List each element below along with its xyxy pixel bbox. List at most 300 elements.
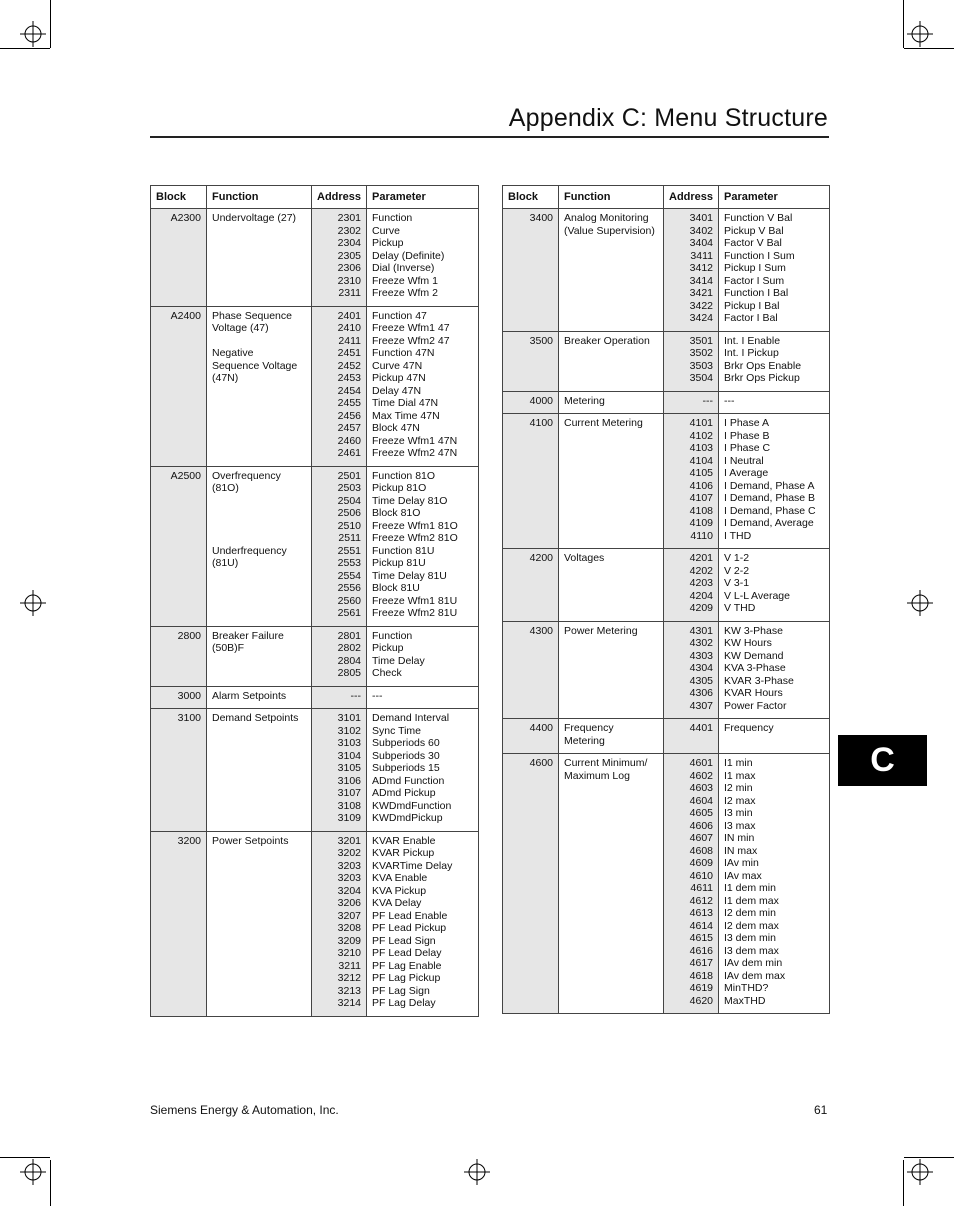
parameter-name: ADmd Function — [372, 774, 445, 787]
function-cell — [559, 391, 664, 414]
address-value: 4620 — [689, 994, 713, 1007]
parameter-name: I Average — [724, 467, 769, 479]
address-value: 4106 — [689, 479, 713, 492]
footer-company: Siemens Energy & Automation, Inc. — [150, 1103, 339, 1117]
function-text: Current Minimum/ — [564, 757, 648, 769]
address-value: 3402 — [689, 224, 713, 237]
block-cell — [503, 719, 559, 754]
address-value: 3108 — [337, 799, 361, 812]
address-value: 3411 — [690, 249, 713, 262]
address-value: 2805 — [337, 667, 361, 679]
address-value: 4603 — [689, 782, 713, 794]
appendix-tab: C — [838, 735, 927, 786]
address-value: 4201 — [689, 552, 713, 564]
address-value: 2561 — [337, 607, 361, 619]
function-text: Phase Sequence — [212, 309, 292, 322]
parameter-cell — [719, 719, 830, 754]
parameter-name: IAv max — [724, 869, 762, 882]
address-value: 3422 — [689, 299, 713, 312]
table-row — [503, 621, 830, 719]
parameter-name: Power Factor — [724, 699, 787, 712]
parameter-name: Time Delay 81U — [372, 569, 447, 582]
parameter-name: I3 min — [724, 807, 753, 819]
block-number: A2400 — [170, 309, 201, 322]
address-cell — [312, 686, 367, 709]
address-value: 3207 — [337, 909, 361, 922]
function-text: Maximum Log — [564, 769, 630, 782]
parameter-name: Freeze Wfm2 81U — [372, 607, 458, 619]
address-cell — [664, 549, 719, 622]
function-text: (47N) — [212, 372, 239, 384]
parameter-name: Function 81U — [372, 544, 435, 557]
parameter-name: I Demand, Phase C — [724, 504, 816, 517]
function-text: Frequency — [564, 722, 614, 734]
address-value: 4615 — [689, 932, 713, 944]
address-value: 3204 — [337, 884, 361, 897]
function-text: Voltages — [564, 552, 605, 564]
address-cell — [312, 709, 367, 832]
address-cell — [664, 209, 719, 332]
address-value: 2551 — [337, 544, 361, 557]
parameter-name: PF Lead Delay — [372, 947, 442, 959]
parameter-name: PF Lead Sign — [372, 934, 436, 947]
address-value: 4203 — [689, 577, 713, 589]
parameter-name: Check — [372, 667, 402, 679]
function-cell — [207, 709, 312, 832]
address-value: 3424 — [689, 312, 713, 324]
address-value: 3401 — [689, 212, 713, 224]
address-value: 2410 — [337, 322, 361, 334]
block-cell — [503, 331, 559, 391]
parameter-name: Function 47 — [372, 309, 427, 322]
parameter-name: Curve 47N — [372, 359, 423, 372]
parameter-name: I Demand, Phase B — [724, 492, 816, 504]
function-cell — [207, 686, 312, 709]
function-text: Metering — [564, 734, 605, 747]
address-cell — [664, 754, 719, 1014]
address-cell — [664, 391, 719, 414]
address-value: 3214 — [337, 997, 361, 1009]
parameter-name: Function V Bal — [724, 212, 793, 224]
address-value: 2501 — [337, 469, 361, 482]
address-value: 4209 — [689, 602, 713, 614]
column-header-function: Function — [559, 186, 664, 209]
block-cell — [151, 466, 207, 626]
parameter-name: MinTHD? — [724, 982, 769, 994]
address-value: 4609 — [689, 857, 713, 869]
address-value: 4306 — [689, 687, 713, 699]
parameter-cell — [367, 686, 479, 709]
parameter-name: Frequency — [724, 722, 774, 734]
function-text: (81O) — [212, 482, 239, 494]
parameter-name: Block 81O — [372, 507, 421, 519]
parameter-name: Pickup V Bal — [724, 224, 784, 237]
column-header-block: Block — [503, 186, 559, 209]
address-value: 3502 — [689, 347, 713, 359]
address-value: 2460 — [337, 434, 361, 447]
address-value: 4109 — [689, 517, 713, 529]
parameter-name: Function I Bal — [724, 287, 789, 299]
address-value: 2304 — [337, 237, 361, 249]
address-value: 2411 — [338, 334, 361, 347]
parameter-name: I1 dem min — [724, 882, 776, 894]
function-cell — [207, 626, 312, 686]
function-text: Sequence Voltage — [212, 359, 298, 372]
parameter-name: KVARTime Delay — [372, 859, 453, 872]
address-value: 4618 — [689, 969, 713, 982]
address-value: 2455 — [337, 397, 361, 409]
function-text: (50B)F — [212, 642, 245, 654]
parameter-name: I3 dem min — [724, 932, 776, 944]
block-cell — [503, 414, 559, 549]
parameter-name: PF Lead Pickup — [372, 922, 447, 934]
parameter-cell — [367, 466, 479, 626]
function-text: (Value Supervision) — [564, 224, 655, 237]
address-value: 2301 — [337, 212, 361, 224]
parameter-cell — [719, 391, 830, 414]
parameter-name: Freeze Wfm1 81U — [372, 594, 458, 607]
address-value: 3201 — [337, 834, 361, 847]
address-value: 3109 — [337, 812, 361, 824]
parameter-name: KVA Delay — [372, 897, 422, 909]
function-text: Overfrequency — [212, 469, 281, 482]
parameter-name: I2 dem min — [724, 907, 776, 919]
parameter-name: PF Lead Enable — [372, 909, 448, 922]
address-value: 3412 — [689, 262, 713, 274]
parameter-name: Function 81O — [372, 469, 436, 482]
function-cell — [559, 331, 664, 391]
parameter-name: KVAR Enable — [372, 834, 436, 847]
address-value: 4107 — [689, 492, 713, 504]
parameter-name: I3 max — [724, 819, 756, 832]
table-row — [503, 331, 830, 391]
parameter-name: --- — [372, 689, 383, 702]
column-header-function: Function — [207, 186, 312, 209]
address-value: 2302 — [337, 224, 361, 237]
parameter-name: I Demand, Average — [724, 517, 814, 529]
address-value: 4604 — [689, 794, 713, 807]
crop-mark — [50, 0, 51, 48]
address-value: 2510 — [337, 519, 361, 532]
parameter-name: I Phase A — [724, 417, 769, 429]
address-value: 3202 — [337, 847, 361, 859]
block-cell — [503, 391, 559, 414]
parameter-name: Subperiods 15 — [372, 762, 440, 774]
address-value: 2804 — [337, 654, 361, 667]
parameter-name: MaxTHD — [724, 994, 766, 1007]
parameter-name: Pickup 47N — [372, 372, 426, 384]
address-value: 4101 — [689, 417, 713, 429]
parameter-name: PF Lag Enable — [372, 959, 442, 972]
parameter-cell — [719, 754, 830, 1014]
parameter-name: V 1-2 — [724, 552, 750, 564]
parameter-name: IAv min — [724, 857, 759, 869]
address-value: 2456 — [337, 409, 361, 422]
crop-mark — [904, 48, 954, 49]
address-value: 4619 — [689, 982, 713, 994]
address-value: 3103 — [337, 737, 361, 749]
address-value: 2452 — [337, 359, 361, 372]
parameter-name: Freeze Wfm1 47N — [372, 434, 458, 447]
address-cell — [312, 306, 367, 466]
address-value: 2461 — [337, 447, 361, 459]
block-cell — [151, 831, 207, 1016]
title-rule — [150, 136, 829, 138]
crop-mark — [903, 0, 904, 48]
parameter-name: I2 min — [724, 782, 753, 794]
address-value: 3504 — [689, 372, 713, 384]
parameter-name: I3 dem max — [724, 944, 779, 957]
block-number: 4000 — [529, 394, 553, 407]
parameter-name: Curve — [372, 224, 401, 237]
parameter-name: Delay (Definite) — [372, 249, 445, 262]
registration-mark-icon — [464, 1159, 490, 1185]
block-number: 4600 — [529, 757, 553, 769]
address-cell — [312, 209, 367, 307]
function-cell — [559, 209, 664, 332]
address-value: 4610 — [689, 869, 713, 882]
function-text: Analog Monitoring — [564, 212, 649, 224]
parameter-name: I1 dem max — [724, 894, 779, 907]
address-value: 2560 — [337, 594, 361, 607]
function-text — [212, 532, 306, 545]
function-text — [212, 495, 306, 508]
parameter-name: Function — [372, 212, 413, 224]
parameter-name: Demand Interval — [372, 712, 450, 724]
column-header-parameter: Parameter — [719, 186, 830, 209]
parameter-name: --- — [724, 394, 735, 407]
block-number: 3500 — [529, 334, 553, 347]
function-text: Power Metering — [564, 624, 638, 637]
block-number: 4200 — [529, 552, 553, 564]
parameter-name: Function I Sum — [724, 249, 795, 262]
address-value: 4301 — [689, 624, 713, 637]
address-value: 3211 — [338, 959, 361, 972]
function-cell — [559, 754, 664, 1014]
parameter-name: KVA Pickup — [372, 884, 427, 897]
function-cell — [207, 209, 312, 307]
parameter-name: IAv dem min — [724, 957, 783, 969]
parameter-name: I THD — [724, 529, 752, 542]
function-text: Current Metering — [564, 417, 643, 429]
parameter-name: Brkr Ops Enable — [724, 359, 802, 372]
parameter-name: Pickup 81U — [372, 557, 426, 569]
parameter-name: ADmd Pickup — [372, 787, 436, 799]
parameter-cell — [719, 549, 830, 622]
block-cell — [151, 209, 207, 307]
address-value: 4617 — [689, 957, 713, 969]
table-row — [151, 709, 479, 832]
parameter-cell — [719, 331, 830, 391]
address-value: 4304 — [689, 662, 713, 674]
block-number: 3200 — [177, 834, 201, 847]
crop-mark — [0, 48, 50, 49]
parameter-name: I2 max — [724, 794, 756, 807]
table-row — [151, 306, 479, 466]
parameter-name: Pickup I Bal — [724, 299, 780, 312]
table-row — [503, 549, 830, 622]
address-value: 4608 — [689, 844, 713, 857]
table-row — [151, 831, 479, 1016]
function-text: Breaker Operation — [564, 334, 650, 347]
address-value: 3503 — [689, 359, 713, 372]
function-text: Metering — [564, 394, 605, 407]
address-value: 2311 — [338, 287, 361, 299]
column-header-address: Address — [664, 186, 719, 209]
parameter-name: I Demand, Phase A — [724, 479, 815, 492]
address-value: 4110 — [690, 529, 713, 542]
address-value: 3209 — [337, 934, 361, 947]
parameter-name: Delay 47N — [372, 384, 422, 397]
address-value: 4601 — [689, 757, 713, 769]
registration-mark-icon — [20, 1159, 46, 1185]
table-row — [151, 209, 479, 307]
table-row — [503, 414, 830, 549]
function-text — [212, 507, 306, 520]
parameter-name: I1 min — [724, 757, 753, 769]
address-value: 3213 — [337, 984, 361, 997]
address-cell — [664, 621, 719, 719]
parameter-name: Function 47N — [372, 347, 435, 359]
parameter-name: Subperiods 30 — [372, 749, 440, 762]
table-header-row — [151, 186, 479, 209]
address-value: 2305 — [337, 249, 361, 262]
function-cell — [207, 831, 312, 1016]
address-value: 3104 — [337, 749, 361, 762]
parameter-name: Pickup — [372, 237, 404, 249]
function-cell — [559, 621, 664, 719]
parameter-name: V 3-1 — [724, 577, 750, 589]
parameter-name: V L-L Average — [724, 589, 790, 602]
table-row — [151, 686, 479, 709]
parameter-name: IAv dem max — [724, 969, 786, 982]
block-number: A2500 — [170, 469, 201, 482]
parameter-name: Freeze Wfm 2 — [372, 287, 438, 299]
parameter-cell — [367, 306, 479, 466]
block-number: 3000 — [177, 689, 201, 702]
parameter-name: Brkr Ops Pickup — [724, 372, 800, 384]
crop-mark — [50, 1160, 51, 1206]
block-number: 3400 — [529, 212, 553, 224]
address-value: 2306 — [337, 262, 361, 274]
registration-mark-icon — [20, 590, 46, 616]
parameter-name: I2 dem max — [724, 919, 779, 932]
function-text: Underfrequency — [212, 544, 287, 557]
address-value: 3421 — [689, 287, 713, 299]
address-value: 3210 — [337, 947, 361, 959]
address-value: 2802 — [337, 642, 361, 654]
address-value: 2503 — [337, 482, 361, 494]
function-cell — [559, 414, 664, 549]
block-number: 2800 — [177, 629, 201, 642]
address-value: 3203 — [337, 872, 361, 884]
parameter-name: Freeze Wfm1 81O — [372, 519, 458, 532]
address-value: 3206 — [337, 897, 361, 909]
block-number: 4300 — [529, 624, 553, 637]
parameter-name: Function — [372, 629, 413, 642]
parameter-name: I Phase B — [724, 429, 770, 442]
address-value: 4102 — [689, 429, 713, 442]
table-row — [503, 754, 830, 1014]
parameter-name: I Phase C — [724, 442, 771, 454]
page-number: 61 — [814, 1103, 828, 1117]
address-value: 2511 — [338, 532, 361, 544]
parameter-name: KW 3-Phase — [724, 624, 783, 637]
address-value: 4305 — [689, 674, 713, 687]
function-text: Breaker Failure — [212, 629, 284, 642]
registration-mark-icon — [907, 1159, 933, 1185]
address-cell — [664, 331, 719, 391]
parameter-cell — [367, 209, 479, 307]
block-number: 4400 — [529, 722, 553, 734]
address-value: 2451 — [337, 347, 361, 359]
table-row — [503, 719, 830, 754]
block-cell — [503, 754, 559, 1014]
address-value: 4303 — [689, 649, 713, 662]
table-row — [151, 466, 479, 626]
parameter-name: Time Dial 47N — [372, 397, 439, 409]
parameter-name: Pickup I Sum — [724, 262, 786, 274]
parameter-name: Subperiods 60 — [372, 737, 440, 749]
address-value: 2556 — [337, 582, 361, 594]
parameter-name: KVA 3-Phase — [724, 662, 786, 674]
parameter-name: Pickup — [372, 642, 404, 654]
address-value: 3501 — [689, 334, 713, 347]
function-text: Undervoltage (27) — [212, 212, 297, 224]
address-cell — [312, 626, 367, 686]
address-value: 4202 — [689, 564, 713, 577]
parameter-cell — [367, 626, 479, 686]
block-number: A2300 — [170, 212, 201, 224]
block-cell — [503, 209, 559, 332]
parameter-name: Freeze Wfm 1 — [372, 274, 438, 287]
block-cell — [503, 621, 559, 719]
function-text: Alarm Setpoints — [212, 689, 287, 702]
address-value: 3212 — [337, 972, 361, 984]
function-text — [212, 520, 306, 533]
parameter-name: Int. I Pickup — [724, 347, 779, 359]
parameter-name: KVAR Pickup — [372, 847, 435, 859]
function-cell — [559, 549, 664, 622]
function-text: Voltage (47) — [212, 322, 269, 334]
column-header-parameter: Parameter — [367, 186, 479, 209]
function-text: Power Setpoints — [212, 834, 289, 847]
parameter-cell — [367, 831, 479, 1016]
parameter-name: KVAR 3-Phase — [724, 674, 794, 687]
address-value: 4204 — [689, 589, 713, 602]
parameter-name: Pickup 81O — [372, 482, 427, 494]
parameter-name: KVAR Hours — [724, 687, 783, 699]
block-number: 3100 — [177, 712, 201, 724]
block-cell — [151, 709, 207, 832]
block-number: 4100 — [529, 417, 553, 429]
parameter-name: V THD — [724, 602, 756, 614]
address-value: 4607 — [689, 832, 713, 844]
address-value: 4307 — [689, 699, 713, 712]
function-text — [212, 335, 306, 348]
table-row — [503, 209, 830, 332]
parameter-name: KVA Enable — [372, 872, 428, 884]
address-value: 3414 — [689, 274, 713, 287]
parameter-name: PF Lag Delay — [372, 997, 436, 1009]
parameter-cell — [719, 414, 830, 549]
parameter-name: KW Demand — [724, 649, 784, 662]
address-value: 3105 — [337, 762, 361, 774]
address-value: 4103 — [689, 442, 713, 454]
parameter-name: Dial (Inverse) — [372, 262, 435, 274]
address-value: 3101 — [337, 712, 361, 724]
address-value: 3404 — [689, 237, 713, 249]
